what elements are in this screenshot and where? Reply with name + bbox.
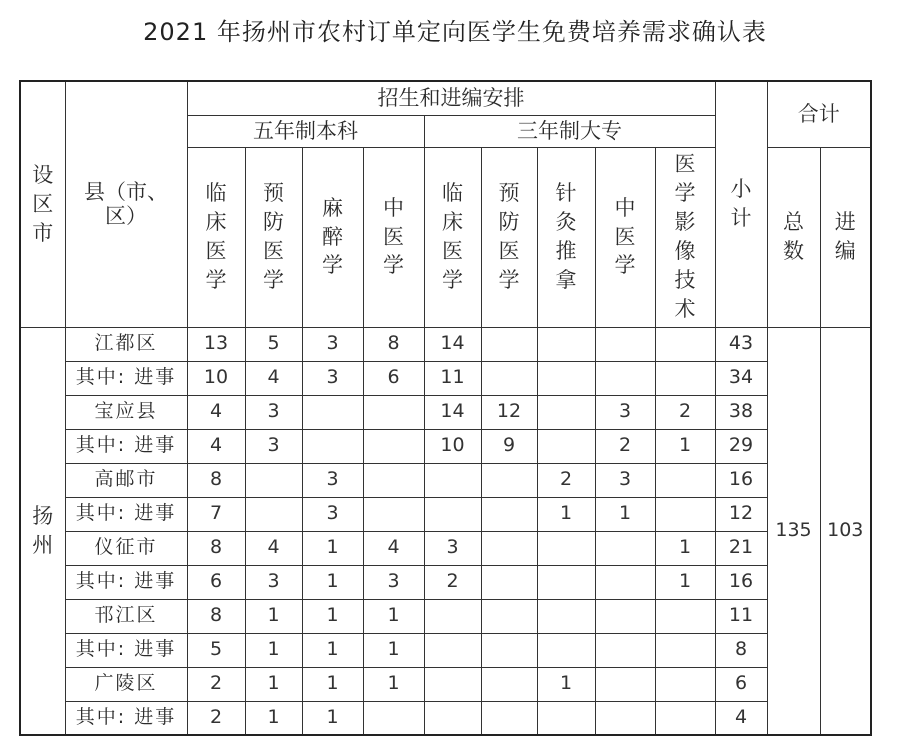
header-major-3yr-0: 临 床 医 学 <box>424 147 481 327</box>
data-cell: 2 <box>187 701 245 735</box>
data-cell <box>424 633 481 667</box>
data-cell: 1 <box>245 667 302 701</box>
data-cell: 3 <box>595 395 655 429</box>
data-cell <box>595 565 655 599</box>
data-cell <box>481 599 537 633</box>
data-cell: 2 <box>424 565 481 599</box>
district-name: 邗江区 <box>65 599 187 633</box>
data-cell: 9 <box>481 429 537 463</box>
header-three-year: 三年制大专 <box>424 115 715 147</box>
data-cell: 4 <box>187 395 245 429</box>
data-cell: 10 <box>424 429 481 463</box>
data-cell <box>655 599 715 633</box>
data-cell: 3 <box>363 565 424 599</box>
data-cell <box>655 361 715 395</box>
data-cell <box>537 701 595 735</box>
data-cell <box>655 497 715 531</box>
data-cell <box>655 463 715 497</box>
data-cell: 1 <box>363 599 424 633</box>
data-cell <box>424 701 481 735</box>
data-cell <box>537 395 595 429</box>
data-cell: 1 <box>245 701 302 735</box>
header-county: 县（市、 区） <box>65 81 187 327</box>
data-cell <box>363 497 424 531</box>
data-cell <box>655 327 715 361</box>
data-cell: 8 <box>187 599 245 633</box>
district-name: 仪征市 <box>65 531 187 565</box>
data-cell: 2 <box>595 429 655 463</box>
header-major-5yr-1: 预 防 医 学 <box>245 147 302 327</box>
data-cell: 11 <box>424 361 481 395</box>
data-cell <box>537 429 595 463</box>
header-major-3yr-4: 医 学 影 像 技 术 <box>655 147 715 327</box>
district-name: 其中: 进事 <box>65 497 187 531</box>
data-cell: 8 <box>187 463 245 497</box>
data-cell <box>537 599 595 633</box>
data-cell: 13 <box>187 327 245 361</box>
data-cell <box>595 599 655 633</box>
table-row <box>20 361 871 395</box>
header-subtotal: 小 计 <box>715 81 767 327</box>
table-row <box>20 565 871 599</box>
data-cell: 2 <box>655 395 715 429</box>
data-cell <box>363 463 424 497</box>
data-cell: 1 <box>302 667 363 701</box>
data-cell <box>302 429 363 463</box>
data-cell: 1 <box>302 633 363 667</box>
table-row <box>20 667 871 701</box>
district-name: 江都区 <box>65 327 187 361</box>
data-cell: 1 <box>302 599 363 633</box>
data-cell: 1 <box>302 701 363 735</box>
header-bianzhi: 进 编 <box>820 147 871 327</box>
district-name: 其中: 进事 <box>65 701 187 735</box>
subtotal-cell: 11 <box>715 599 767 633</box>
header-major-3yr-1: 预 防 医 学 <box>481 147 537 327</box>
data-cell: 4 <box>245 361 302 395</box>
subtotal-cell: 43 <box>715 327 767 361</box>
header-city-district: 设 区 市 <box>20 81 65 327</box>
data-cell: 1 <box>655 565 715 599</box>
district-name: 高邮市 <box>65 463 187 497</box>
district-name: 其中: 进事 <box>65 633 187 667</box>
data-cell: 1 <box>363 667 424 701</box>
data-cell <box>655 633 715 667</box>
subtotal-cell: 21 <box>715 531 767 565</box>
city-cell: 扬 州 <box>20 327 65 735</box>
table-row <box>20 327 871 361</box>
data-cell <box>424 497 481 531</box>
data-cell <box>537 633 595 667</box>
data-cell <box>245 497 302 531</box>
data-cell: 2 <box>187 667 245 701</box>
data-cell: 7 <box>187 497 245 531</box>
table-row <box>20 633 871 667</box>
data-cell <box>481 667 537 701</box>
data-cell: 3 <box>245 429 302 463</box>
data-cell <box>595 701 655 735</box>
table-row <box>20 701 871 735</box>
data-cell: 3 <box>302 463 363 497</box>
demand-table <box>19 80 872 736</box>
data-cell: 1 <box>245 599 302 633</box>
data-cell: 14 <box>424 327 481 361</box>
data-cell <box>595 531 655 565</box>
page-title: 2021 年扬州市农村订单定向医学生免费培养需求确认表 <box>143 18 767 46</box>
data-cell: 3 <box>302 497 363 531</box>
data-cell: 1 <box>655 429 715 463</box>
data-cell: 1 <box>537 667 595 701</box>
data-cell <box>595 667 655 701</box>
district-name: 宝应县 <box>65 395 187 429</box>
subtotal-cell: 16 <box>715 565 767 599</box>
data-cell: 3 <box>245 395 302 429</box>
data-cell <box>481 633 537 667</box>
data-cell: 3 <box>595 463 655 497</box>
district-name: 其中: 进事 <box>65 361 187 395</box>
data-cell <box>245 463 302 497</box>
district-name: 其中: 进事 <box>65 429 187 463</box>
data-cell: 12 <box>481 395 537 429</box>
subtotal-cell: 16 <box>715 463 767 497</box>
subtotal-cell: 34 <box>715 361 767 395</box>
data-cell <box>363 395 424 429</box>
data-cell: 5 <box>245 327 302 361</box>
data-cell: 1 <box>245 633 302 667</box>
data-cell <box>481 327 537 361</box>
grand-bianzhi: 103 <box>820 327 871 735</box>
subtotal-cell: 38 <box>715 395 767 429</box>
data-cell <box>481 701 537 735</box>
header-major-5yr-0: 临 床 医 学 <box>187 147 245 327</box>
subtotal-cell: 6 <box>715 667 767 701</box>
district-name: 其中: 进事 <box>65 565 187 599</box>
data-cell: 2 <box>537 463 595 497</box>
data-cell: 3 <box>424 531 481 565</box>
district-name: 广陵区 <box>65 667 187 701</box>
table-row <box>20 463 871 497</box>
data-cell: 6 <box>187 565 245 599</box>
header-major-3yr-2: 针 灸 推 拿 <box>537 147 595 327</box>
header-total-group: 合计 <box>767 81 871 147</box>
data-cell <box>655 667 715 701</box>
data-cell <box>302 395 363 429</box>
data-cell: 5 <box>187 633 245 667</box>
data-cell: 1 <box>655 531 715 565</box>
header-major-3yr-3: 中 医 学 <box>595 147 655 327</box>
header-major-5yr-3: 中 医 学 <box>363 147 424 327</box>
header-recruitment: 招生和进编安排 <box>187 81 715 115</box>
data-cell: 6 <box>363 361 424 395</box>
data-cell: 3 <box>302 361 363 395</box>
data-cell <box>424 599 481 633</box>
data-cell <box>481 361 537 395</box>
data-cell: 4 <box>363 531 424 565</box>
table-row <box>20 497 871 531</box>
data-cell <box>537 565 595 599</box>
data-cell <box>481 463 537 497</box>
data-cell: 8 <box>187 531 245 565</box>
data-cell <box>481 531 537 565</box>
data-cell: 4 <box>187 429 245 463</box>
grand-total: 135 <box>767 327 820 735</box>
data-cell: 10 <box>187 361 245 395</box>
header-major-5yr-2: 麻 醉 学 <box>302 147 363 327</box>
table-row <box>20 429 871 463</box>
data-cell <box>595 633 655 667</box>
data-cell <box>537 327 595 361</box>
header-five-year: 五年制本科 <box>187 115 424 147</box>
subtotal-cell: 8 <box>715 633 767 667</box>
subtotal-cell: 12 <box>715 497 767 531</box>
data-cell <box>537 531 595 565</box>
table-row <box>20 395 871 429</box>
data-cell <box>655 701 715 735</box>
data-cell: 1 <box>302 531 363 565</box>
table-row <box>20 599 871 633</box>
data-cell: 3 <box>302 327 363 361</box>
data-cell: 1 <box>302 565 363 599</box>
data-cell <box>537 361 595 395</box>
data-cell: 1 <box>537 497 595 531</box>
data-cell: 14 <box>424 395 481 429</box>
data-cell <box>481 565 537 599</box>
header-total-count: 总 数 <box>767 147 820 327</box>
data-cell <box>424 463 481 497</box>
data-cell <box>595 361 655 395</box>
data-cell <box>363 701 424 735</box>
data-cell: 1 <box>595 497 655 531</box>
data-cell <box>481 497 537 531</box>
data-cell <box>424 667 481 701</box>
data-cell: 4 <box>245 531 302 565</box>
data-cell: 1 <box>363 633 424 667</box>
data-cell <box>363 429 424 463</box>
data-cell: 8 <box>363 327 424 361</box>
data-cell <box>595 327 655 361</box>
subtotal-cell: 29 <box>715 429 767 463</box>
subtotal-cell: 4 <box>715 701 767 735</box>
table-row <box>20 531 871 565</box>
data-cell: 3 <box>245 565 302 599</box>
